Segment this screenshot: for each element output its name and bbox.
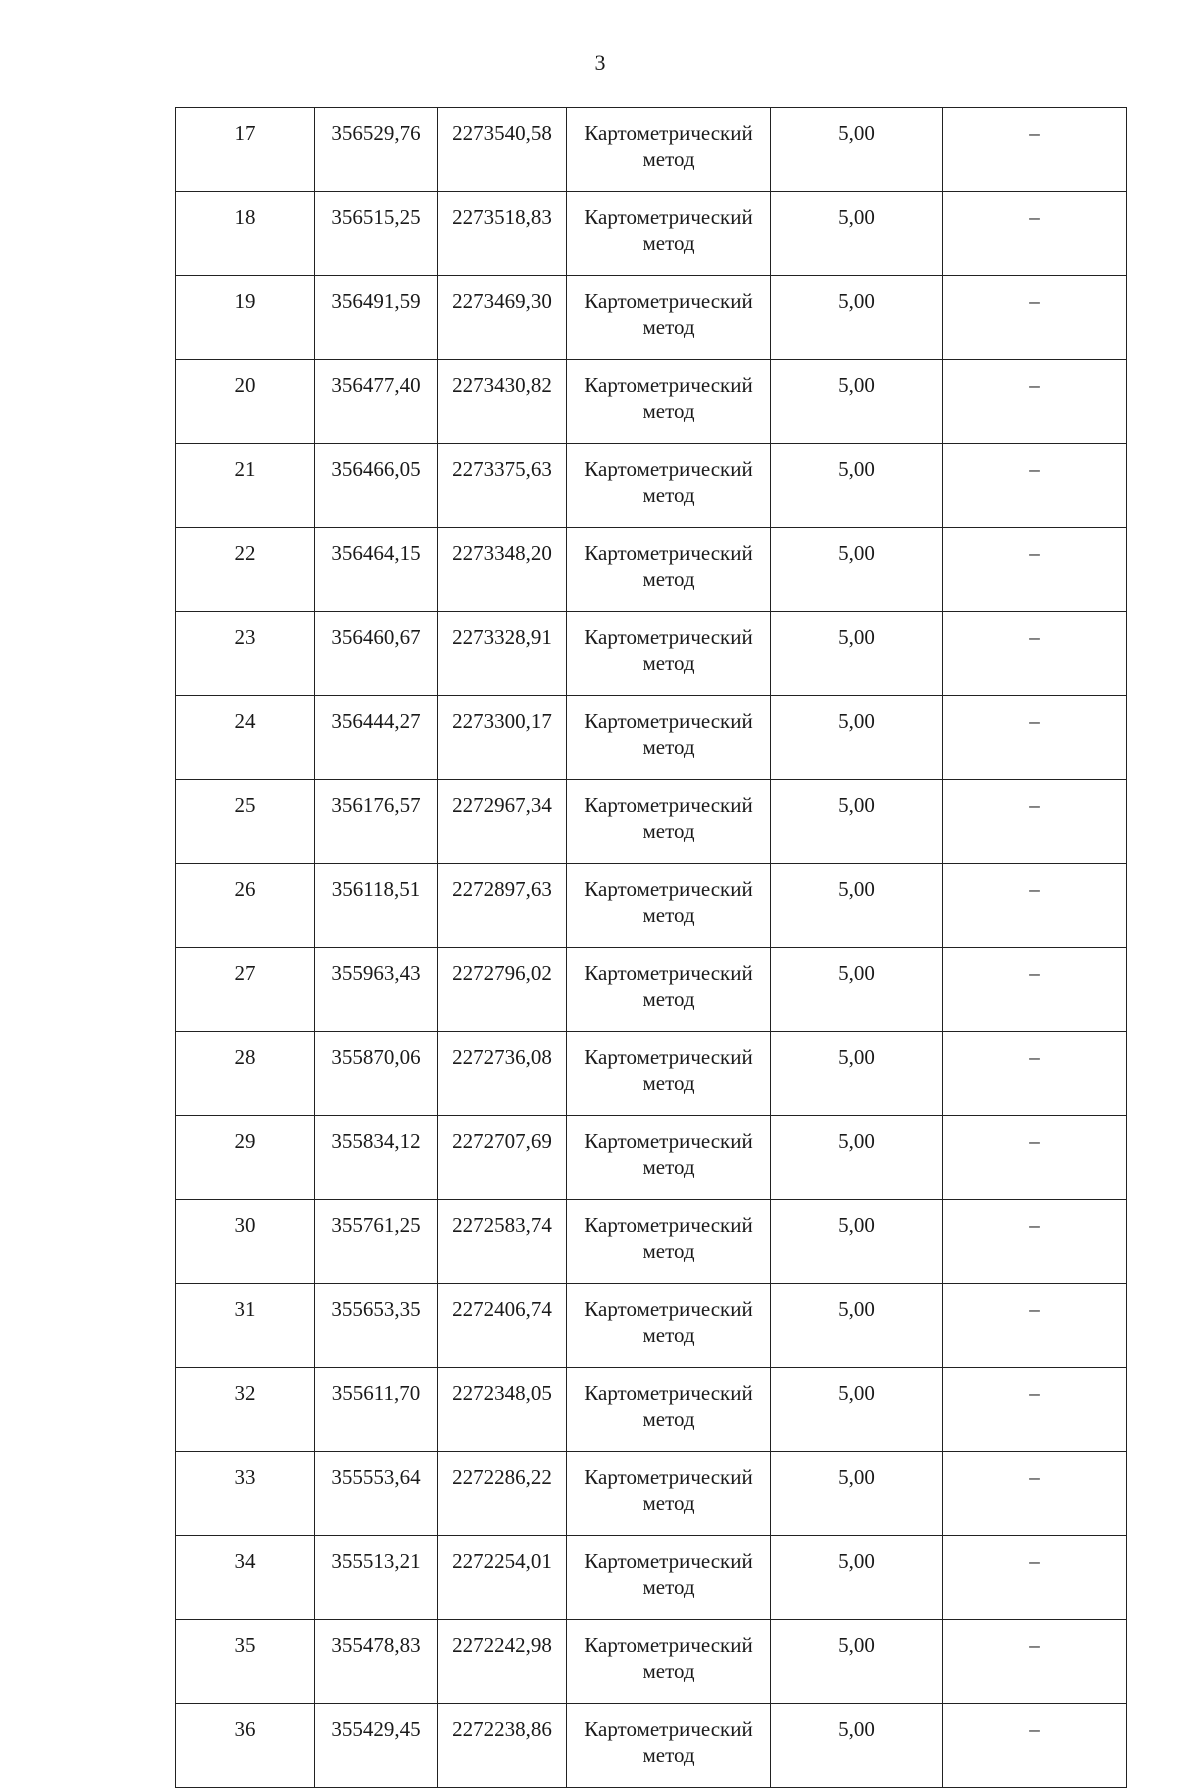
accuracy-cell: 5,00 bbox=[771, 1620, 943, 1704]
table-row bbox=[176, 1536, 1127, 1620]
method-cell: Картометрический метод bbox=[567, 528, 771, 612]
point-number-cell: 19 bbox=[176, 276, 315, 360]
coordinate-y-cell: 2273518,83 bbox=[438, 192, 567, 276]
point-number-cell: 32 bbox=[176, 1368, 315, 1452]
coordinate-y-cell: 2272736,08 bbox=[438, 1032, 567, 1116]
coordinate-x-cell: 355611,70 bbox=[315, 1368, 438, 1452]
coordinate-y-cell: 2272406,74 bbox=[438, 1284, 567, 1368]
coordinate-y-cell: 2272796,02 bbox=[438, 948, 567, 1032]
method-cell: Картометрический метод bbox=[567, 1704, 771, 1788]
coordinate-y-cell: 2273300,17 bbox=[438, 696, 567, 780]
point-number-cell: 23 bbox=[176, 612, 315, 696]
accuracy-cell: 5,00 bbox=[771, 276, 943, 360]
method-cell: Картометрический метод bbox=[567, 444, 771, 528]
table-row bbox=[176, 192, 1127, 276]
description-cell: – bbox=[943, 192, 1127, 276]
point-number-cell: 22 bbox=[176, 528, 315, 612]
accuracy-cell: 5,00 bbox=[771, 192, 943, 276]
method-cell: Картометрический метод bbox=[567, 864, 771, 948]
coordinate-y-cell: 2272348,05 bbox=[438, 1368, 567, 1452]
accuracy-cell: 5,00 bbox=[771, 1032, 943, 1116]
point-number-cell: 31 bbox=[176, 1284, 315, 1368]
point-number-cell: 28 bbox=[176, 1032, 315, 1116]
description-cell: – bbox=[943, 948, 1127, 1032]
point-number-cell: 33 bbox=[176, 1452, 315, 1536]
point-number-cell: 24 bbox=[176, 696, 315, 780]
method-cell: Картометрический метод bbox=[567, 1200, 771, 1284]
method-cell: Картометрический метод bbox=[567, 612, 771, 696]
accuracy-cell: 5,00 bbox=[771, 1536, 943, 1620]
table-row bbox=[176, 864, 1127, 948]
coordinate-x-cell: 355834,12 bbox=[315, 1116, 438, 1200]
method-cell: Картометрический метод bbox=[567, 1284, 771, 1368]
method-cell: Картометрический метод bbox=[567, 192, 771, 276]
point-number-cell: 18 bbox=[176, 192, 315, 276]
coordinate-x-cell: 356464,15 bbox=[315, 528, 438, 612]
method-cell: Картометрический метод bbox=[567, 276, 771, 360]
coordinate-x-cell: 356491,59 bbox=[315, 276, 438, 360]
description-cell: – bbox=[943, 1536, 1127, 1620]
description-cell: – bbox=[943, 1284, 1127, 1368]
accuracy-cell: 5,00 bbox=[771, 1704, 943, 1788]
coordinate-x-cell: 355513,21 bbox=[315, 1536, 438, 1620]
description-cell: – bbox=[943, 612, 1127, 696]
table-row bbox=[176, 1704, 1127, 1788]
method-cell: Картометрический метод bbox=[567, 696, 771, 780]
coordinate-x-cell: 356176,57 bbox=[315, 780, 438, 864]
table-row bbox=[176, 108, 1127, 192]
description-cell: – bbox=[943, 108, 1127, 192]
coordinate-x-cell: 356515,25 bbox=[315, 192, 438, 276]
table-row bbox=[176, 612, 1127, 696]
coordinate-y-cell: 2272897,63 bbox=[438, 864, 567, 948]
description-cell: – bbox=[943, 864, 1127, 948]
accuracy-cell: 5,00 bbox=[771, 696, 943, 780]
accuracy-cell: 5,00 bbox=[771, 612, 943, 696]
accuracy-cell: 5,00 bbox=[771, 444, 943, 528]
method-cell: Картометрический метод bbox=[567, 108, 771, 192]
method-cell: Картометрический метод bbox=[567, 360, 771, 444]
accuracy-cell: 5,00 bbox=[771, 360, 943, 444]
table-row bbox=[176, 1284, 1127, 1368]
coordinate-y-cell: 2272238,86 bbox=[438, 1704, 567, 1788]
coordinate-x-cell: 355478,83 bbox=[315, 1620, 438, 1704]
table-row bbox=[176, 1620, 1127, 1704]
description-cell: – bbox=[943, 1620, 1127, 1704]
method-cell: Картометрический метод bbox=[567, 1368, 771, 1452]
description-cell: – bbox=[943, 528, 1127, 612]
accuracy-cell: 5,00 bbox=[771, 108, 943, 192]
coordinate-y-cell: 2272286,22 bbox=[438, 1452, 567, 1536]
point-number-cell: 35 bbox=[176, 1620, 315, 1704]
point-number-cell: 20 bbox=[176, 360, 315, 444]
accuracy-cell: 5,00 bbox=[771, 1200, 943, 1284]
description-cell: – bbox=[943, 444, 1127, 528]
table-row bbox=[176, 276, 1127, 360]
table-row bbox=[176, 696, 1127, 780]
coordinate-x-cell: 356477,40 bbox=[315, 360, 438, 444]
method-cell: Картометрический метод bbox=[567, 1620, 771, 1704]
table-row bbox=[176, 360, 1127, 444]
accuracy-cell: 5,00 bbox=[771, 1284, 943, 1368]
coordinate-x-cell: 355761,25 bbox=[315, 1200, 438, 1284]
table-row bbox=[176, 1032, 1127, 1116]
method-cell: Картометрический метод bbox=[567, 1536, 771, 1620]
accuracy-cell: 5,00 bbox=[771, 1368, 943, 1452]
coordinate-y-cell: 2273328,91 bbox=[438, 612, 567, 696]
method-cell: Картометрический метод bbox=[567, 948, 771, 1032]
coordinate-y-cell: 2272583,74 bbox=[438, 1200, 567, 1284]
table-row bbox=[176, 1116, 1127, 1200]
description-cell: – bbox=[943, 1368, 1127, 1452]
coordinate-y-cell: 2272242,98 bbox=[438, 1620, 567, 1704]
description-cell: – bbox=[943, 1116, 1127, 1200]
point-number-cell: 26 bbox=[176, 864, 315, 948]
table-row bbox=[176, 780, 1127, 864]
table-row bbox=[176, 1200, 1127, 1284]
description-cell: – bbox=[943, 1704, 1127, 1788]
coordinate-y-cell: 2273430,82 bbox=[438, 360, 567, 444]
description-cell: – bbox=[943, 780, 1127, 864]
point-number-cell: 30 bbox=[176, 1200, 315, 1284]
coordinate-y-cell: 2272254,01 bbox=[438, 1536, 567, 1620]
coordinate-x-cell: 356466,05 bbox=[315, 444, 438, 528]
coordinate-x-cell: 356460,67 bbox=[315, 612, 438, 696]
point-number-cell: 27 bbox=[176, 948, 315, 1032]
coordinate-y-cell: 2273469,30 bbox=[438, 276, 567, 360]
coordinates-table bbox=[175, 107, 1127, 1788]
page-number: 3 bbox=[594, 50, 606, 75]
accuracy-cell: 5,00 bbox=[771, 948, 943, 1032]
point-number-cell: 34 bbox=[176, 1536, 315, 1620]
coordinate-x-cell: 355963,43 bbox=[315, 948, 438, 1032]
coordinate-x-cell: 355553,64 bbox=[315, 1452, 438, 1536]
description-cell: – bbox=[943, 1200, 1127, 1284]
coordinate-y-cell: 2272707,69 bbox=[438, 1116, 567, 1200]
table-row bbox=[176, 1452, 1127, 1536]
point-number-cell: 36 bbox=[176, 1704, 315, 1788]
table-row bbox=[176, 948, 1127, 1032]
coordinate-y-cell: 2273540,58 bbox=[438, 108, 567, 192]
description-cell: – bbox=[943, 1032, 1127, 1116]
table-row bbox=[176, 1368, 1127, 1452]
coordinate-y-cell: 2273375,63 bbox=[438, 444, 567, 528]
coordinate-y-cell: 2272967,34 bbox=[438, 780, 567, 864]
method-cell: Картометрический метод bbox=[567, 780, 771, 864]
table-row bbox=[176, 528, 1127, 612]
coordinate-x-cell: 355653,35 bbox=[315, 1284, 438, 1368]
description-cell: – bbox=[943, 696, 1127, 780]
coordinate-x-cell: 356529,76 bbox=[315, 108, 438, 192]
point-number-cell: 17 bbox=[176, 108, 315, 192]
accuracy-cell: 5,00 bbox=[771, 864, 943, 948]
accuracy-cell: 5,00 bbox=[771, 1116, 943, 1200]
coordinate-x-cell: 355429,45 bbox=[315, 1704, 438, 1788]
point-number-cell: 21 bbox=[176, 444, 315, 528]
point-number-cell: 29 bbox=[176, 1116, 315, 1200]
method-cell: Картометрический метод bbox=[567, 1452, 771, 1536]
accuracy-cell: 5,00 bbox=[771, 528, 943, 612]
coordinate-y-cell: 2273348,20 bbox=[438, 528, 567, 612]
table-body bbox=[176, 108, 1127, 1788]
description-cell: – bbox=[943, 1452, 1127, 1536]
accuracy-cell: 5,00 bbox=[771, 780, 943, 864]
description-cell: – bbox=[943, 276, 1127, 360]
coordinate-x-cell: 355870,06 bbox=[315, 1032, 438, 1116]
method-cell: Картометрический метод bbox=[567, 1032, 771, 1116]
method-cell: Картометрический метод bbox=[567, 1116, 771, 1200]
coordinate-x-cell: 356444,27 bbox=[315, 696, 438, 780]
accuracy-cell: 5,00 bbox=[771, 1452, 943, 1536]
description-cell: – bbox=[943, 360, 1127, 444]
coordinate-x-cell: 356118,51 bbox=[315, 864, 438, 948]
point-number-cell: 25 bbox=[176, 780, 315, 864]
table-row bbox=[176, 444, 1127, 528]
